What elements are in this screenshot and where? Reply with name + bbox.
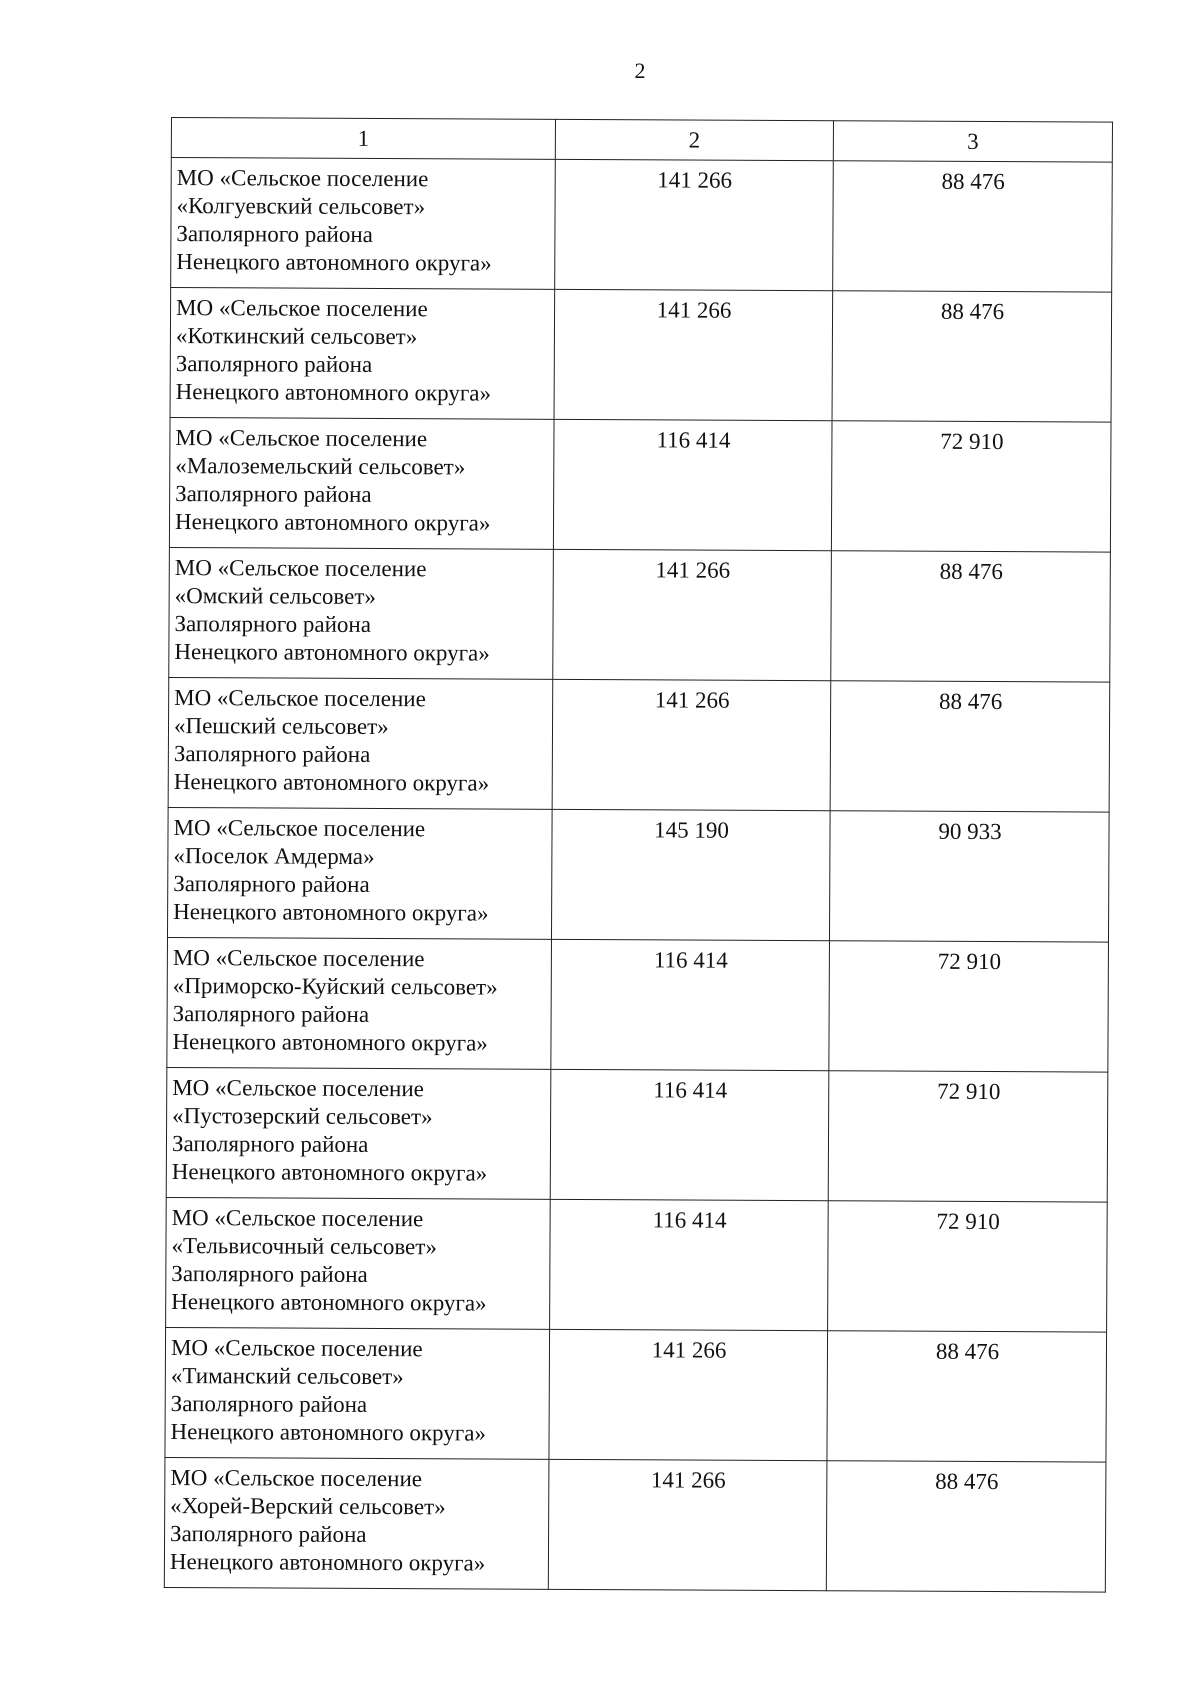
- column-3-value: 72 910: [828, 1201, 1108, 1332]
- column-3-value: 72 910: [831, 421, 1111, 552]
- column-3-value: 88 476: [830, 681, 1110, 812]
- municipality-name-line: МО «Сельское поселение: [172, 945, 425, 972]
- table-row: [167, 937, 1109, 1072]
- municipality-name-line: Заполярного района: [173, 741, 371, 767]
- municipality-name-line: «Малоземельский сельсовет»: [175, 453, 466, 480]
- column-2-value: 116 414: [551, 939, 830, 1070]
- municipality-name-cell: [171, 158, 556, 290]
- header-row: [171, 118, 1112, 163]
- municipality-name-line: Ненецкого автономного округа»: [176, 249, 492, 276]
- municipality-name-cell: [169, 547, 554, 679]
- column-3-value: 88 476: [827, 1331, 1107, 1462]
- municipality-name-line: «Тиманский сельсовет»: [170, 1363, 404, 1390]
- column-2-value: 141 266: [548, 1459, 827, 1590]
- municipality-name-cell: [166, 1197, 551, 1329]
- column-2-value: 116 414: [553, 419, 832, 550]
- table-row: [166, 1067, 1108, 1202]
- municipality-name-line: «Тельвисочный сельсовет»: [171, 1233, 437, 1260]
- municipality-name-line: Ненецкого автономного округа»: [170, 1419, 487, 1446]
- column-2-value: 141 266: [549, 1329, 828, 1460]
- municipality-name-line: Заполярного района: [170, 1521, 367, 1547]
- municipality-name-line: Заполярного района: [175, 351, 373, 377]
- municipality-name-line: «Коткинский сельсовет»: [175, 323, 418, 350]
- municipality-name-line: Заполярного района: [170, 1391, 368, 1417]
- municipality-name-line: «Хорей-Верский сельсовет»: [170, 1493, 446, 1520]
- municipality-name-line: МО «Сельское поселение: [170, 1465, 423, 1492]
- column-3-value: 88 476: [831, 551, 1111, 682]
- table-row: [169, 417, 1111, 552]
- column-header-2: 2: [555, 119, 833, 160]
- table-row: [164, 1457, 1106, 1592]
- municipality-name-line: «Пустозерский сельсовет»: [172, 1103, 433, 1130]
- municipality-name-line: «Омский сельсовет»: [174, 583, 377, 610]
- municipality-name-cell: [165, 1327, 550, 1459]
- municipality-name-line: МО «Сельское поселение: [175, 425, 428, 452]
- municipality-name-line: МО «Сельское поселение: [174, 685, 426, 712]
- municipality-name-line: «Колгуевский сельсовет»: [176, 193, 426, 220]
- municipality-name-cell: [167, 807, 552, 939]
- data-table: [164, 117, 1113, 1593]
- table-row: [167, 807, 1109, 942]
- column-2-value: 141 266: [553, 549, 832, 680]
- municipality-name-line: Заполярного района: [175, 481, 372, 507]
- municipality-name-line: «Пешский сельсовет»: [173, 713, 389, 740]
- column-3-value: 88 476: [833, 161, 1113, 292]
- municipality-name-line: Ненецкого автономного округа»: [171, 1289, 487, 1316]
- column-3-value: 72 910: [828, 1071, 1108, 1202]
- column-2-value: 145 190: [551, 809, 830, 940]
- municipality-name-line: «Приморско-Куйский сельсовет»: [172, 973, 498, 1000]
- column-header-1: 1: [171, 118, 555, 160]
- municipality-name-line: Ненецкого автономного округа»: [171, 1159, 488, 1186]
- table-row: [165, 1327, 1107, 1462]
- column-3-value: 88 476: [832, 291, 1112, 422]
- table-row: [171, 158, 1113, 293]
- municipality-name-line: Ненецкого автономного округа»: [175, 379, 492, 406]
- column-2-value: 141 266: [554, 289, 833, 420]
- municipality-name-line: Ненецкого автономного округа»: [174, 639, 490, 666]
- table-body: [164, 158, 1112, 1593]
- municipality-name-cell: [166, 1067, 551, 1199]
- municipality-name-cell: [169, 417, 554, 549]
- municipality-name-cell: [168, 677, 553, 809]
- column-2-value: 141 266: [552, 679, 831, 810]
- municipality-name-line: Заполярного района: [174, 611, 372, 637]
- municipality-name-line: Заполярного района: [172, 1001, 370, 1027]
- municipality-name-line: МО «Сельское поселение: [173, 815, 426, 842]
- column-3-value: 90 933: [829, 811, 1109, 942]
- municipality-name-line: МО «Сельское поселение: [170, 1335, 423, 1362]
- municipality-name-line: МО «Сельское поселение: [171, 1205, 424, 1232]
- column-3-value: 72 910: [829, 941, 1109, 1072]
- municipality-name-line: Ненецкого автономного округа»: [169, 1549, 486, 1576]
- table-row: [170, 288, 1112, 423]
- municipality-name-line: Заполярного района: [176, 221, 373, 247]
- column-3-value: 88 476: [826, 1461, 1106, 1592]
- page-number: 2: [634, 58, 646, 83]
- municipality-name-cell: [164, 1457, 549, 1589]
- municipality-name-line: МО «Сельское поселение: [176, 165, 429, 192]
- municipality-name-line: «Поселок Амдерма»: [173, 843, 375, 870]
- municipality-name-cell: [170, 288, 555, 420]
- municipality-name-line: МО «Сельское поселение: [172, 1075, 424, 1102]
- column-2-value: 116 414: [550, 1199, 829, 1330]
- table-row: [169, 547, 1111, 682]
- column-2-value: 141 266: [555, 159, 834, 290]
- municipality-name-line: Ненецкого автономного округа»: [172, 1029, 488, 1056]
- table-row: [168, 677, 1110, 812]
- municipality-name-cell: [167, 937, 552, 1069]
- municipality-name-line: МО «Сельское поселение: [176, 295, 428, 322]
- column-2-value: 116 414: [550, 1069, 829, 1200]
- municipality-name-line: Заполярного района: [173, 871, 370, 897]
- municipality-name-line: Заполярного района: [171, 1261, 368, 1287]
- table-row: [166, 1197, 1108, 1332]
- municipality-name-line: Ненецкого автономного округа»: [174, 509, 491, 536]
- municipality-name-line: МО «Сельское поселение: [174, 555, 427, 582]
- municipality-name-line: Ненецкого автономного округа»: [173, 899, 489, 926]
- municipality-name-line: Заполярного района: [171, 1131, 369, 1157]
- column-header-3: 3: [833, 121, 1112, 162]
- municipality-name-line: Ненецкого автономного округа»: [173, 769, 490, 796]
